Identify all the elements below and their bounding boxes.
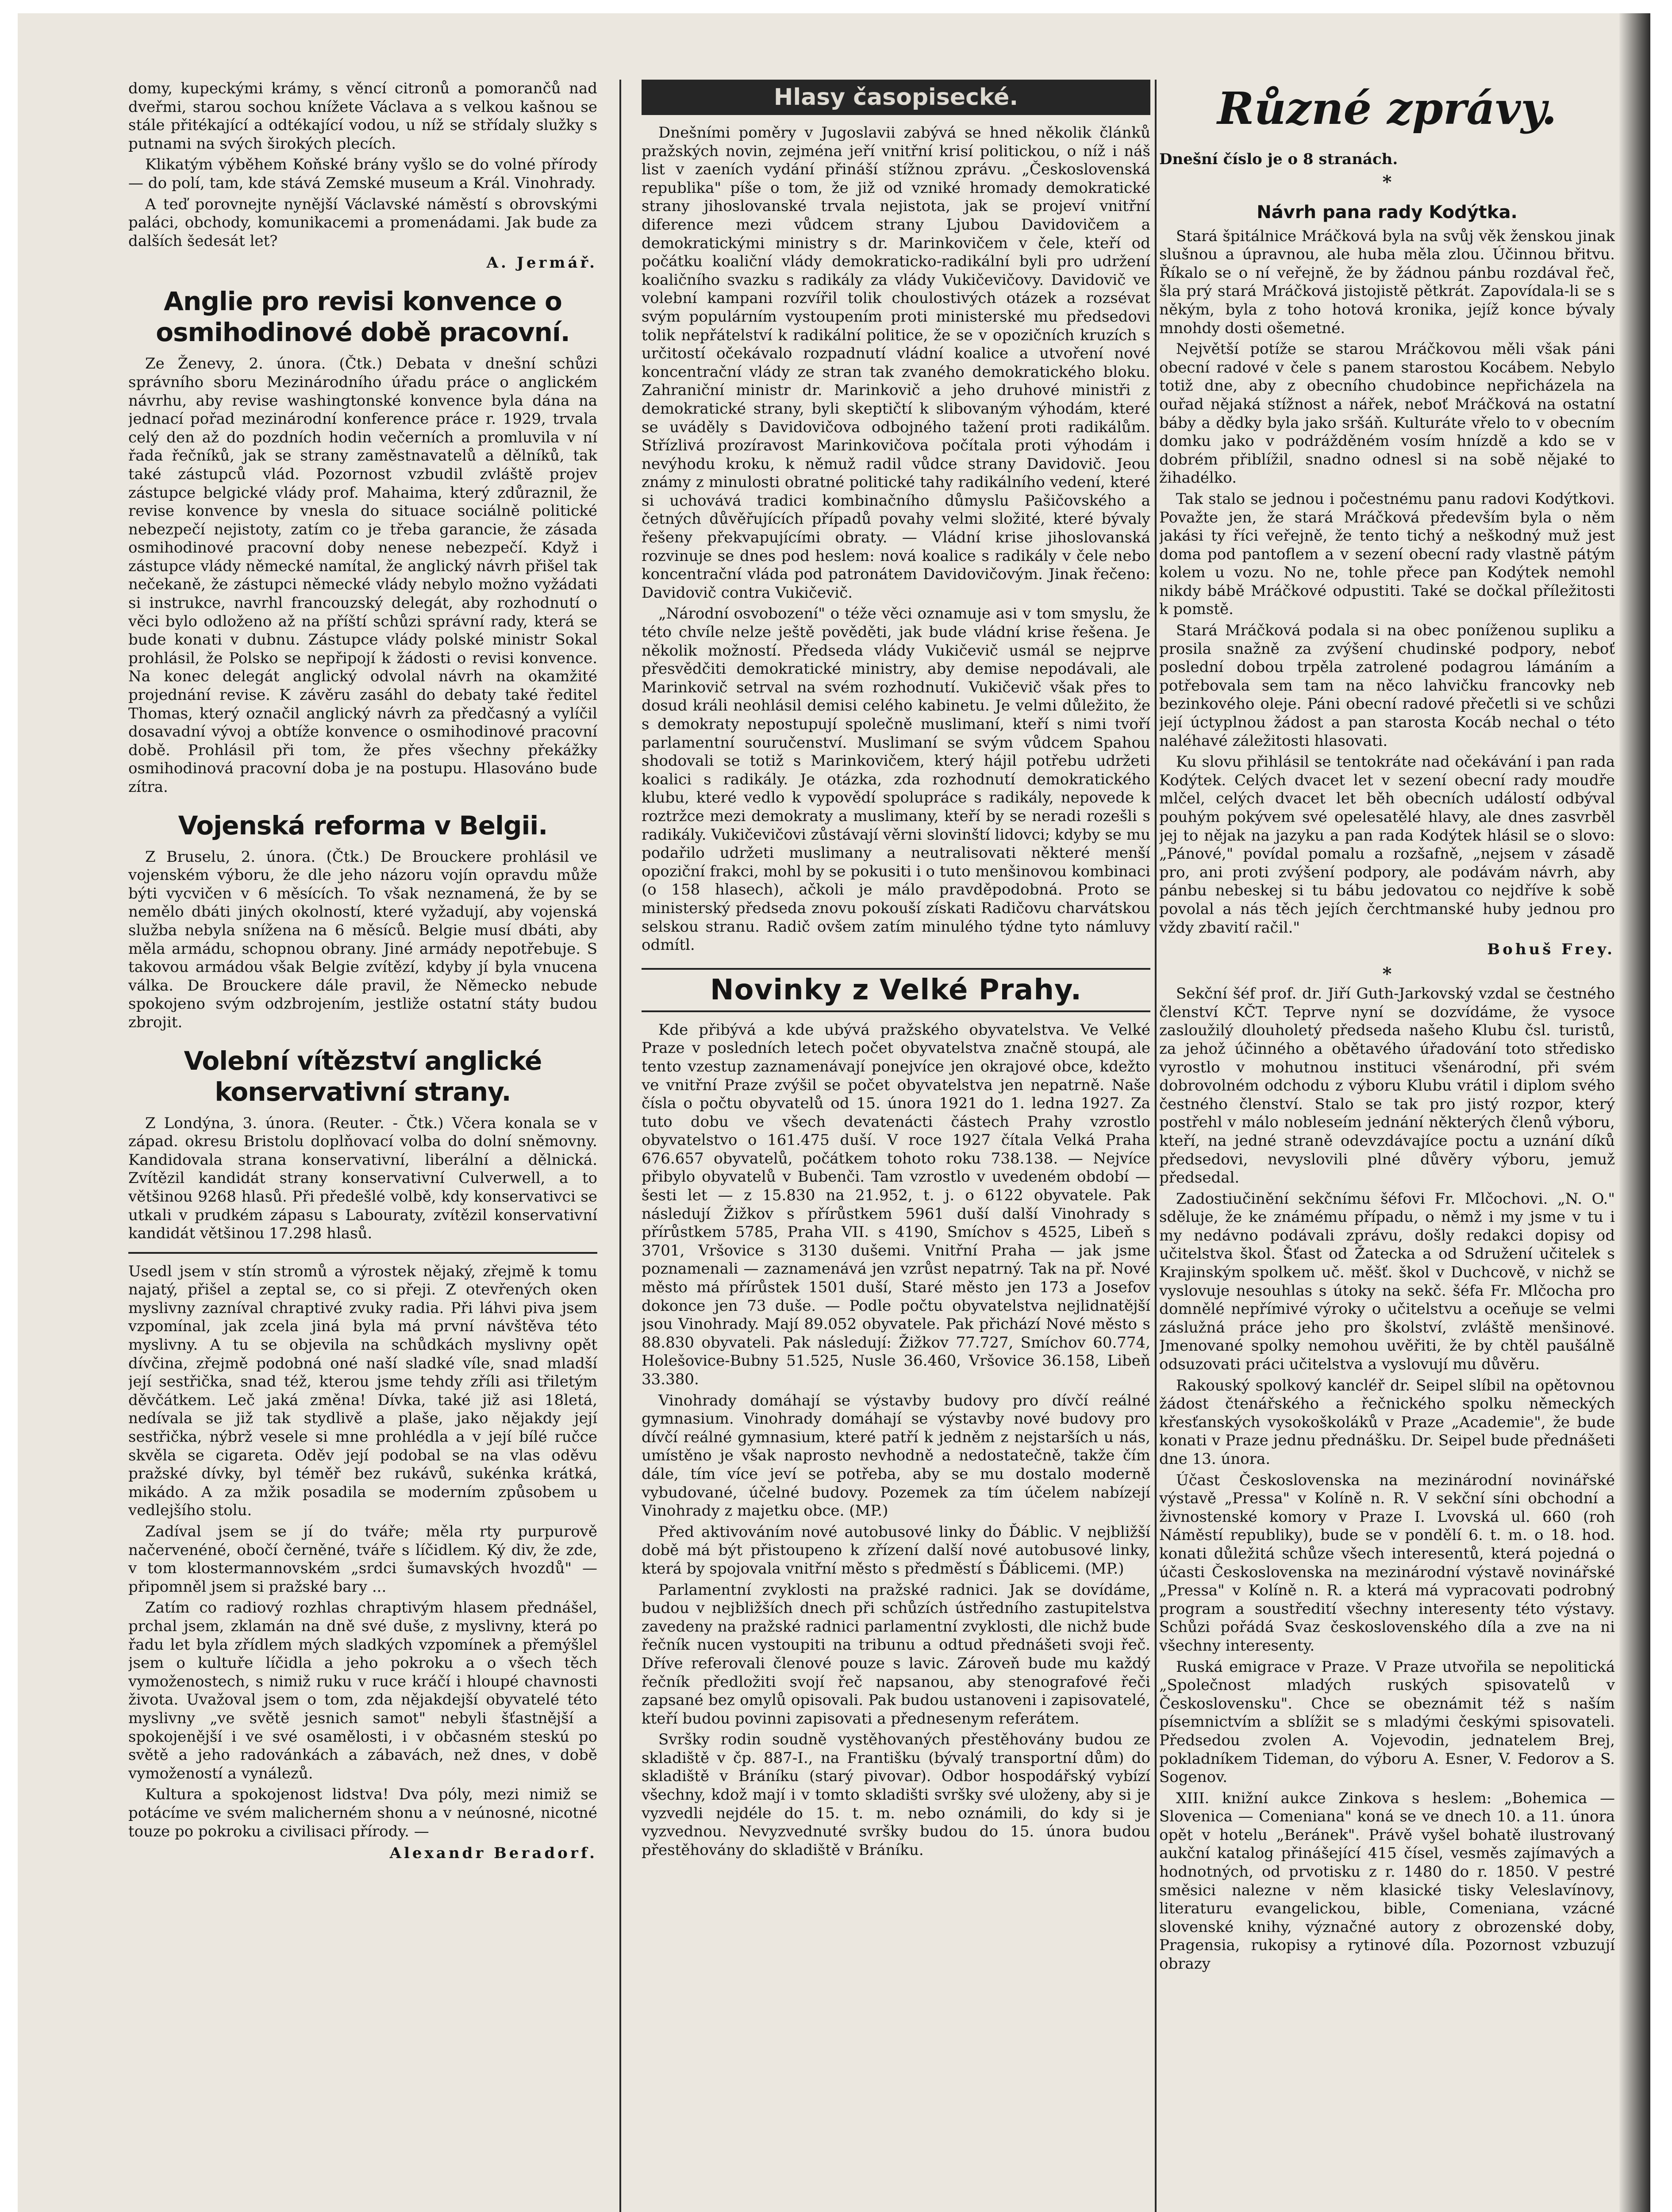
author-signature: A. Jermář. — [486, 254, 597, 272]
section-title: Různé zprávy. — [1217, 82, 1557, 134]
news-item: Rakouský spolkový kancléř dr. Seipel slíbil na opětovnou žádost čtenářského a řečnického spolku německých křesťanských vysokoškoláků v Praze „Academie", že bude konati v Praze jednu přednášku. Dr. Seipel bude přednášeti dne 13. února. — [1159, 1376, 1615, 1468]
column-right — [1159, 80, 1615, 2212]
newspaper-page — [18, 13, 1650, 2212]
page-edge-shadow — [1619, 13, 1650, 2212]
news-item: XIII. knižní aukce Zinkova s heslem: „Bohemica — Slovenica — Comeniana" koná se ve dnech 10. a 11. února opět v hotelu „Beránek". Právě vyšel bohatě ilustrovaný aukční katalog přinášející 415 čísel, vesměs zajímavých a hodnotných, od prvotisku z r. 1480 do r. 1850. V pestré směsici nalezne v něm klasické tisky Veleslavínovy, literaturu evangelickou, bible, Comeniana, vzácné slovenské knihy, význačné autory z obrozenské doby, Pragensia, rukopisy a rytinové díla. Pozornost vzbuzují obrazy — [1159, 1789, 1615, 1973]
article-headline: Anglie pro revisi konvence o osmihodinové době pracovní. — [156, 286, 570, 348]
feuilleton-paragraph: Zadíval jsem se jí do tváře; měla rty purpurově načervenéné, obočí černěné, tváře s líčidlem. Ký div, že zde, v tom klostermannovském „srdci šumavských hvozdů" — připomněl jsem si pražské bary ... — [128, 1523, 597, 1596]
column-left — [128, 80, 597, 2212]
paragraph: domy, kupeckými krámy, s věncí citronů a pomorančů nad dveřmi, starou sochou knížete Václava a s velkou kašnou se stále přitékající a odtékající vodou, u níž se střídaly služky s putnami na svých širokých plecích. — [128, 80, 597, 153]
article-body: Z Londýna, 3. února. (Reuter. - Čtk.) Včera konala se v západ. okresu Bristolu doplňovací volba do dolní sněmovny. Kandidovala strana konservativní, liberální a dělnická. Zvítězil kandidát strany konservativní Culverwell, a to většinou 9268 hlasů. Při předešlé volbě, kdy konservativci se utkali v prudkém zápasu s Labouraty, zvítězil konservativní kandidát většinou 17.298 hlasů. — [128, 1114, 597, 1243]
news-item: Účast Československa na mezinárodní novinářské výstavě „Pressa" v Kolíně n. R. V sekční síni obchodní a živnostenské komory v Praze I. Lvovská ul. 660 (roh Náměstí republiky), bude se v pondělí 6. t. m. o 18. hod. konati důležitá schůze všech interesentů, která pojedná o účasti Československa na mezinárodní výstavě novinářské „Pressa" v Kolíně n. R. a která má vypracovati podrobný program a soustředití všechny interesenty této výstavy. Schůzi pořádá Svaz československého díla a zve na ni všechny interesenty. — [1159, 1471, 1615, 1655]
feuilleton-paragraph: Usedl jsem v stín stromů a výrostek nějaký, zřejmě k tomu najatý, přišel a zeptal se, co si přeji. Z otevřených oken myslivny zazníval chraptivé zvuky radia. Při láhvi piva jsem vzpomínal, jak zcela jiná byla má první návštěva této myslivny. A tu se objevila na schůdkách myslivny opět dívčina, zřejmě podobná oné naší sladké víle, snad mladší její sestřička, snad též, kterou jsme tehdy zříli asi třiletým děvčátkem. Leč jaká změna! Dívka, také již asi 18letá, nedívala se již tak stydlivě a plaše, jako nějakdy její sestřička, nýbrž vesele si mne prohlédla a v její bílé ručce skvěla se cigareta. Oděv její podobal se na vlas oděvu pražské dívky, byl téměř bez rukávů, sukénka krátká, mikádo. A za mžik posadila se moderním způsobem u vedlejšího stolu. — [128, 1262, 597, 1520]
paragraph: Klikatým výběhem Koňské brány vyšlo se do volné přírody — do polí, tam, kde stává Zemské museum a Král. Vinohrady. — [128, 156, 597, 192]
news-item: Parlamentní zvyklosti na pražské radnici. Jak se dovídáme, budou v nejbližších dnech při schůzích ústředního zastupitelstva zavedeny na pražské radnici parlamentní zvyklosti, dle nichž bude řečník nucen vystoupiti na tribunu a odtud přednášeti svoji řeč. Dříve referovali členové pouze s lavic. Zároveň bude mu každý řečník předložiti svojí řeč napsanou, aby stenografové řeči zapsané bez omylů opisovali. Pak budou ustanoveni i zapisovatelé, kteří budou povinni zapisovati a přednesenym referátem. — [642, 1581, 1150, 1728]
feuilleton-paragraph: Zatím co radiový rozhlas chraptivým hlasem přednášel, prchal jsem, zklamán na dně své duše, z myslivny, která po řadu let byla zřídlem mých sladkých vzpomínek a přemýšlel jsem o kultuře líčidla a jeho pokroku a o všech těch vymoženostech, s nimiž ruku v ruce kráčí i hloupé chavnosti života. Uvažoval jsem o tom, zda nějakdejší obyvatelé této myslivny „ve světě jesnich samot" nebyli šťastnější a spokojenější i ve své osamělosti, i v občasném steskú po světě a jeho radovánkách a zábavách, než dnes, v době vymožeností a vynálezů. — [128, 1599, 597, 1782]
article-headline: Vojenská reforma v Belgii. — [178, 810, 548, 841]
article-body: Z Bruselu, 2. února. (Čtk.) De Brouckere prohlásil ve vojenském výboru, že dle jeho názoru vojín opravdu může býti vycvičen v 6 měsících. To však neznamená, že by se nemělo dbáti jiných okolností, které vyžadují, aby vojenská služba nebyla snížena na 6 měsíců. Belgie musí dbáti, aby měla armádu, schopnou obrany. Jiné armády nepotřebuje. S takovou armádou však Belgie zvítězí, kdyby jí byla vnucena válka. De Brouckere dále pravil, že Německo nebude spokojeno svým odzbrojením, jestliže ostatní státy budou zbrojit. — [128, 848, 597, 1031]
separator-star: * — [1382, 171, 1392, 192]
article-headline: Volební vítězství anglické konservativní strany. — [184, 1045, 542, 1107]
news-item: Ruská emigrace v Praze. V Praze utvořila se nepolitická „Společnost mladých ruských spisovatelů v Československu". Chce se obeznámit též s naším písemnictvím a sblížit se s mladými českými spisovateli. Předsedou zvolen A. Vojevodin, jednatelem Brej, pokladníkem Tideman, do výboru A. Esner, V. Fedorov a S. Sogenov. — [1159, 1658, 1615, 1786]
news-item: Vinohrady domáhají se výstavby budovy pro dívčí reálné gymnasium. Vinohrady domáhají se výstavby nové budovy pro dívčí reálné gymnasium, které patří k jedněm z nejstarších u nás, umístěno je však naprosto nevhodně a nedostatečně, takže čím dále, tím více jeví se potřeba, aby se mu dostalo moderně vybudované, účelné budovy. Pozemek za tím účelem nabízejí Vinohrady z majetku obce. (MP.) — [642, 1391, 1150, 1520]
news-item: Zadostiučinění sekčnímu šéfovi Fr. Mlčochovi. „N. O." sděluje, že ke známému případu, o němž i my jsme v tu i my nedávno podávali zprávu, došly redakci dopisy od učitelstva škol. Šťast od Žatecka a od Sdružení učitelek s Krajinským spolkem uč. měšť. škol v Duchcově, v nichž se vyslovuje nesouhlas s útoky na sekč. šéfa Fr. Mlčocha pro domnělé nepřímivé výroky o učitelstvu a oceňuje se velmi záslužná práce jeho pro školství, zvláště menšinové. Jmenované spolky nemohou uvěřiti, že by chtěl paušálně odsuzovati práci učitelstva a vyslovují mu důvěru. — [1159, 1190, 1615, 1374]
column-rule — [619, 80, 621, 2212]
news-item: Sekční šéf prof. dr. Jiří Guth-Jarkovský vzdal se čestného členství KČT. Teprve nyní se dozvídáme, že vysoce zasloužilý dlouholetý předseda našeho Klubu čsl. turistů, za jehož účinného a obětavého úřadování toto středisko vyrostlo v mohutnou instituci všenárodní, při svém dobrovolném odchodu z výboru Klubu vrátil i diplom svého čestného členství. Stalo se tak pro jistý rozpor, který postřehl v málo nobleseím jednání některých členů výboru, kteří, na jedné straně odevzdávajíce poctu a uznání díků předsedovi, nevyslovili plné důvěry výboru, jemuž předsedal. — [1159, 985, 1615, 1187]
article-body: Dnešními poměry v Jugoslavii zabývá se hned několik článků pražských novin, zejména jeří vnitřní krisí politickou, o níž i náš list v zaeních vydání přináší stížnou zprávu. „Československá republika" píše o tom, že již od vzniké hromady demokratické strany jihoslovanské trvala nejistota, jak se projeví vnitřní diference mezi vůdcem strany Ljubou Davidovičem a demokratickými ministry s dr. Marinkovičem v čele, kteří od počátku koaliční vlády demokraticko-radikální byli pro udržení koaličního svazku s radikály za vlády Vukičevičovy. Davidovič ve volební kampani rozvířil tolik choulostivých otázek a rozsévat svým populárním vystoupením proti ministerské mu předsedovi tolik nepřátelství k radikální politice, že se v opozičních kruzích s určitostí očekávalo rozpadnutí vládní koalice a utvoření nové koncentrační vlády ze stran tak zvaného demokratického bloku. Zahraniční ministr dr. Marinkovič a jeho druhové ministři z demokratické strany, byli skeptičtí k slibovaným výhodám, které se uváděly s Davidovičova odbojného tažení proti radikálům. Střízlivá prozíravost Marinkovičova počítala proti výhodám i nevýhodu kroku, k němuž radil vůdce strany Davidovič. Jeou známy z minulosti obratné politické tahy radikálního vedení, které si uchovává tradici kombinačního důmyslu Pašičovského a četných důvěřujících případů povahy velmi složité, které bývaly řešeny překvapujícími obraty. — Vládní krise jihoslovanská rozvinuje se dnes pod heslem: nová koalice s radikály v čele nebo koncentrační vláda pod patronátem Davidovičovým. Jinak řečeno: Davidovič contra Vukičevič. — [642, 124, 1150, 602]
section-heading: Hlasy časopisecké. — [642, 80, 1150, 115]
column-middle — [642, 80, 1150, 2212]
paragraph: A teď porovnejte nynější Václavské náměstí s obrovskými paláci, obchody, komunikacemi a promenádami. Jak bude za dalších šedesát let? — [128, 195, 597, 250]
separator-star: * — [1382, 964, 1392, 985]
page-count-note: Dnešní číslo je o 8 stranách. — [1159, 150, 1398, 168]
story-paragraph: Stará Mráčková podala si na obec poníženou supliku a prosila snažně za zvýšení chudinské podpory, neboť poslední dobou trpěla zatrolené podagrou lámáním a potřebovala sem tam na něco lahvičku francovky neb bezinkového oleje. Páni obecní radové přečetli si ve schůzi její úctyplnou žádost a pan starosta Kocáb nechal o této naléhavé záležitosti hlasovati. — [1159, 622, 1615, 750]
article-headline: Návrh pana rady Kodýtka. — [1257, 202, 1518, 223]
author-signature: Bohuš Frey. — [1487, 941, 1615, 959]
story-paragraph: Tak stalo se jednou i počestnému panu radovi Kodýtkovi. Považte jen, že stará Mráčková především byla o něm jakási ty říci veřejně, že tento tichý a neškodný muž jest doma pod pantoflem a v sezení obecní rady vlastně pátým kolem u vozu. No ne, tohle přece pan Kodýtek nemohl nikdy bábě Mráčkové odpustiti. Také se dočkal příležitosti k pomstě. — [1159, 490, 1615, 618]
feuilleton-paragraph: Kultura a spokojenost lidstva! Dva póly, mezi nimiž se potácíme ve svém malicherném shonu a v neúnosné, nicotné touze po pokroku a civilisaci přírody. — — [128, 1786, 597, 1840]
news-item: Před aktivováním nové autobusové linky do Ďáblic. V nejbližší době má být přistoupeno k zřízení další nové autobusové linky, která by spojovala vnitřní město s předměstí s Ďáblicemi. (MP.) — [642, 1523, 1150, 1578]
author-signature: Alexandr Beradorf. — [389, 1844, 597, 1863]
article-body: „Národní osvobození" o téže věci oznamuje asi v tom smyslu, že této chvíle nelze ještě pověděti, jak bude vládní krise řešena. Je několik možností. Předseda vlády Vukičevič usmál se nejprve přesvědčiti demokratické ministry, aby demise nepodávali, ale Marinkovič setrval na svém rozhodnutí. Vukičevič však přes to dosud králi neohlásil demisi celého kabinetu. Je velmi důležito, že s demokraty nepostupují společně muslimaní, kteří s nimi tvoří parlamentní souručenství. Muslimaní se svým vůdcem Spahou shodovali se totiž s Marinkovičem, který hájil potřebu udržeti koalici s radikály. Je otázka, zda rozhodnutí demokratického klubu, které vedlo k vypovědí spolupráce s radikály, nepovede k roztržce mezi demokraty a muslimany, kteří by se neradi rozešli s radikály. Vukičevičovi zůstávají věrni slovinští lidovci; kdyby se mu podařilo udržeti muslimany a neutralisovati některé menší opoziční frakci, mohl by se pokusiti i o tuto menšinovou kombinaci (o 158 hlasech), ačkoli je málo pravděpodobná. Proto se ministerský předseda znovu pokouší získati Radičovu charvátskou selskou stranu. Radič ovšem zatím minulého týdne tyto námluvy odmítl. — [642, 605, 1150, 954]
story-paragraph: Stará špitálnice Mráčková byla na svůj věk ženskou jinak slušnou a úpravnou, ale huba měla zlou. Účinnou břitvu. Říkalo se o ní veřejně, že by žádnou pánbu rozdával řeč, šla prý stará Mráčková jistojistě pětkrát. Zapovídala-li se s někým, byla z toho hotová kronika, jejíž konce bývaly mnohdy dosti ošemetné. — [1159, 227, 1615, 337]
article-body: Ze Ženevy, 2. února. (Čtk.) Debata v dnešní schůzi správního sboru Mezinárodního úřadu práce o anglickém návrhu, aby revise washingtonské konvence byla dána na jednací pořad mezinárodní konference práce r. 1929, trvala celý den až do pozdních hodin večerních a promluvila v ní řada řečníků, jak se strany zaměstnavatelů a dělníků, tak také zástupců vlád. Pozornost vzbudil zvláště projev zástupce belgické vlády prof. Mahaima, který zdůraznil, že revise konvence by vnesla do situace sociálně politické nebezpečí nejistoty, zatím co je třeba garancie, že zásada osmihodinové pracovní doby nenese nebezpečí. Když i zástupce vlády německé namítal, že anglický návrh přišel tak nečekaně, že zástupci německé vlády nebylo možno vyžádati si instrukce, navrhl francouzský delegát, aby rozhodnutí o věci bylo odloženo až na příští schůzi správní rady, která se bude konati v dubnu. Zástupce vlády polské ministr Sokal prohlásil, že Polsko se nepřipojí k žádosti o revisi konvence. Na konec delegát anglický odvolal návrh na okamžité projednání revise. K závěru zasáhl do debaty také ředitel Thomas, který označil anglický návrh za předčasný a vylíčil dosavadní vývoj a obtíže konvence o osmihodinové pracovní době. Prohlásil při tom, že přes všechny překážky osmihodinová pracovní doba je na postupu. Hlasováno bude zítra. — [128, 355, 597, 796]
news-item: Svršky rodin soudně vystěhovaných přestěhovány budou ze skladiště v čp. 887-I., na Františku (bývalý transportní dům) do skladiště v Bráníku (starý pivovar). Odbor hospodářský vybízí všechny, kdož mají i v tomto skladišti svršky své uloženy, aby si je vyzvedli nejdéle do 15. t. m. nebo oznámili, do kdy si je vyzvednou. Nevyzvednuté svršky budou do 15. února budou přestěhovány do skladiště v Bráníku. — [642, 1731, 1150, 1859]
section-divider — [128, 1252, 597, 1254]
column-rule — [1155, 80, 1157, 2212]
story-paragraph: Ku slovu přihlásil se tentokráte nad očekávání i pan rada Kodýtek. Celých dvacet let v sezení obecní rady moudře mlčel, celých dvacet let běh obecních událostí odbýval pouhým pokývem své opelesatělé hlavy, ale dnes zasvrběl jej to nějak na jazyku a pan rada Kodýtek hlásil se o slovo: „Pánové," povídal pomalu a rozšafně, „nejsem v zásadě pro, ani proti zvýšení podpory, ale podávám návrh, aby pánbu nebeskej si tu bábu jedovatou co nejdříve k sobě povolal a nás těch jejích čerchtmanské huby jednou pro vždy zbavití račil." — [1159, 753, 1615, 937]
section-heading: Novinky z Velké Prahy. — [642, 968, 1150, 1012]
story-paragraph: Největší potíže se starou Mráčkovou měli však páni obecní radové v čele s panem starostou Kocábem. Nebylo totiž dne, aby z obecního chudobince nepřicházela na ouřad nějaká stížnost a nářek, neboť Mráčková na ostatní báby a dědky byla jako sršáň. Kulturáte vřelo to v obecním domku jako v podrážděném vosím hnízdě a kdo se v dobrém přiblížil, snadno odnesl si na sobě nějaké to žihadélko. — [1159, 340, 1615, 487]
news-item: Kde přibývá a kde ubývá pražského obyvatelstva. Ve Velké Praze v posledních letech počet obyvatelstva značně stoupá, ale tento vzestup zaznamenávají ponejvíce jen okrajové obce, kdežto ve vnitřní Praze zvýšil se počet obyvatelstva jen nepatrně. Naše čísla o počtu obyvatelů od 15. února 1921 do 1. ledna 1927. Za tuto dobu ve všech devatenácti částech Prahy vzrostlo obyvatelstvo o 161.475 duší. V roce 1927 čítala Velká Praha 676.657 obyvatelů, počátkem tohoto roku 738.138. — Nejvíce přibylo obyvatelů v Bubenči. Tam vzrostlo v uvedeném období — šesti let — z 15.830 na 21.952, t. j. o 6122 obyvatele. Pak následují Žižkov s přírůstkem 5961 duší další Vinohrady s přírůstkem 5785, Praha VII. s 4190, Smíchov s 4525, Libeň s 3701, Vršovice s 3130 dušemi. Vnitřní Praha — jak jsme poznamenali — zaznamenává jen vzrůst nepatrný. Tak na př. Nové město má přírůstek 1501 duší, Staré město jen 173 a Josefov dokonce jen 73 duše. — Podle počtu obyvatelstva nejlidnatější jsou Vinohrady. Mají 89.052 obyvatele. Pak přichází Nové město s 88.830 obyvateli. Pak následují: Žižkov 77.727, Smíchov 60.774, Holešovice-Bubny 51.525, Nusle 36.460, Vršovice 36.158, Libeň 33.380. — [642, 1021, 1150, 1388]
